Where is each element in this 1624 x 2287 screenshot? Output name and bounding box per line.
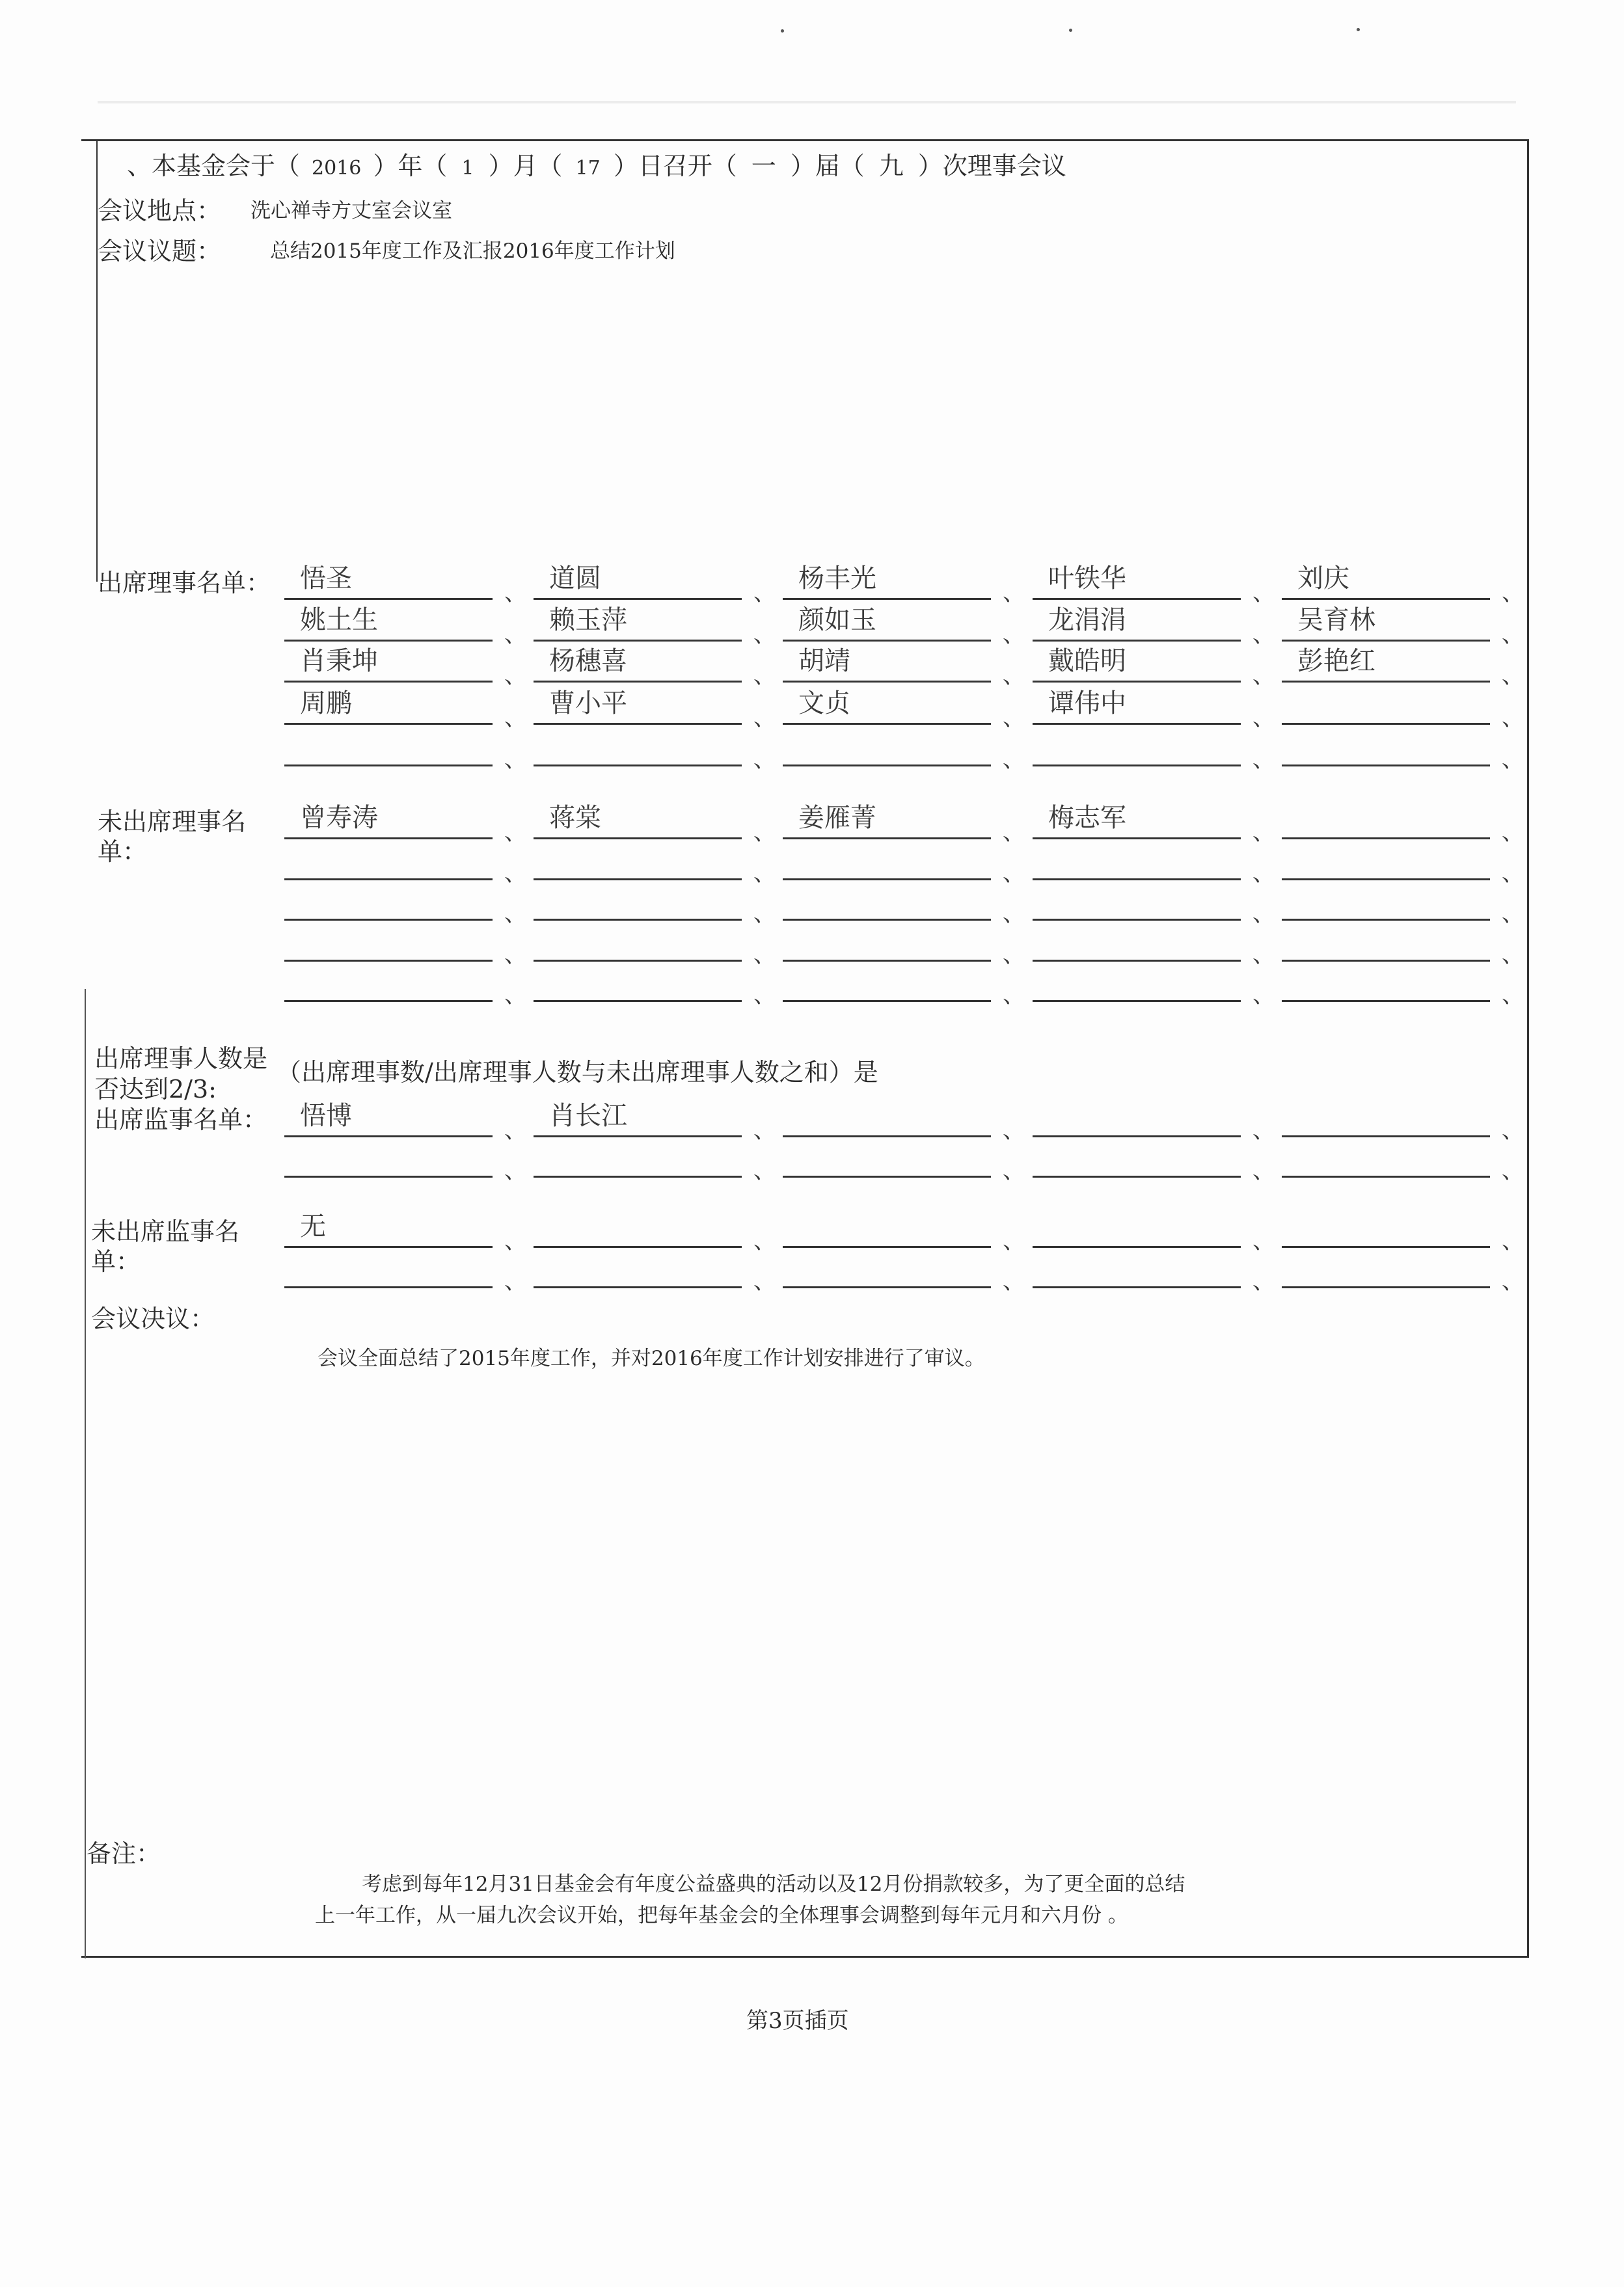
underline [1282, 1135, 1490, 1137]
separator: 、 [1003, 820, 1025, 846]
separator: 、 [1502, 1269, 1524, 1295]
name-entry [1033, 645, 1241, 683]
separator: 、 [1502, 1158, 1524, 1184]
name-entry [783, 802, 991, 839]
name-entry [783, 843, 991, 880]
underline [534, 1000, 742, 1002]
underline [534, 765, 742, 766]
underline [284, 1246, 493, 1248]
name-entry [284, 1210, 493, 1248]
separator: 、 [1003, 982, 1025, 1008]
underline [284, 837, 493, 839]
separator: 、 [1502, 861, 1524, 887]
remarks-label: 备注： [87, 1839, 161, 1868]
scan-dot [1357, 28, 1360, 31]
remarks-line-1: 考虑到每年12月31日基金会有年度公益盛典的活动以及12月份捐款较多，为了更全面的总结 [362, 1873, 1185, 1896]
name-entry [1282, 883, 1490, 921]
separator: 、 [1502, 1228, 1524, 1254]
name-entry [534, 645, 742, 683]
name-text: 胡靖 [798, 646, 850, 676]
underline [783, 878, 991, 880]
name-entry [1282, 924, 1490, 962]
separator: 、 [1003, 1269, 1025, 1295]
underline [534, 1286, 742, 1288]
underline [534, 878, 742, 880]
underline [1282, 765, 1490, 766]
separator: 、 [504, 820, 526, 846]
meeting-header [127, 146, 1066, 182]
name-entry [1033, 802, 1241, 839]
name-entry [783, 687, 991, 725]
absent-directors-label-2: 单： [98, 837, 148, 866]
name-entry [1282, 687, 1490, 725]
name-entry [284, 1140, 493, 1178]
name-text: 周鹏 [300, 688, 352, 718]
name-entry [1033, 843, 1241, 880]
separator: 、 [504, 1269, 526, 1295]
name-text: 道圆 [549, 563, 601, 593]
separator: 、 [504, 705, 526, 731]
name-entry [1033, 1100, 1241, 1137]
separator: 、 [1003, 861, 1025, 887]
name-text: 梅志军 [1048, 803, 1126, 833]
separator: 、 [1003, 1228, 1025, 1254]
name-entry [1033, 1251, 1241, 1288]
name-text: 赖玉萍 [549, 605, 627, 635]
absent-supervisors-label-1: 未出席监事名 [91, 1217, 240, 1246]
separator: 、 [504, 942, 526, 968]
underline [1033, 1286, 1241, 1288]
name-entry [1282, 562, 1490, 600]
underline [284, 765, 493, 766]
separator: 、 [1003, 1118, 1025, 1144]
name-entry [534, 1210, 742, 1248]
name-entry [284, 843, 493, 880]
separator: 、 [753, 942, 776, 968]
underline [783, 723, 991, 725]
name-text: 悟博 [300, 1101, 352, 1131]
separator: 、 [753, 580, 776, 606]
underline [284, 878, 493, 880]
underline [1033, 1246, 1241, 1248]
separator: 、 [504, 580, 526, 606]
name-text: 姜雁菁 [798, 803, 876, 833]
name-entry [1033, 604, 1241, 642]
underline [1282, 723, 1490, 725]
underline [284, 1000, 493, 1002]
separator: 、 [753, 747, 776, 773]
name-text: 肖秉坤 [300, 646, 378, 676]
name-text: 彭艳红 [1297, 646, 1375, 676]
name-entry [1282, 843, 1490, 880]
separator: 、 [1252, 705, 1275, 731]
name-entry [1033, 964, 1241, 1002]
attending-directors-label: 出席理事名单： [98, 569, 271, 597]
name-text: 龙涓涓 [1048, 605, 1126, 635]
topic-value: 总结2015年度工作及汇报2016年度工作计划 [270, 239, 675, 263]
name-text: 叶铁华 [1048, 563, 1126, 593]
separator: 、 [1252, 982, 1275, 1008]
form-frame [81, 139, 1529, 1958]
name-entry [1033, 687, 1241, 725]
header-text: ）年（ [373, 152, 448, 180]
underline [1033, 1135, 1241, 1137]
name-text: 蒋棠 [549, 803, 601, 833]
underline [534, 1246, 742, 1248]
resolution-text: 会议全面总结了2015年度工作，并对2016年度工作计划安排进行了审议。 [318, 1347, 985, 1370]
separator: 、 [1502, 901, 1524, 927]
separator: 、 [1252, 1269, 1275, 1295]
underline [534, 723, 742, 725]
name-text: 戴皓明 [1048, 646, 1126, 676]
name-entry [783, 729, 991, 766]
name-text: 刘庆 [1297, 563, 1349, 593]
underline [783, 919, 991, 921]
name-text: 吴育林 [1297, 605, 1375, 635]
underline [1282, 1176, 1490, 1178]
topic-label: 会议议题： [98, 237, 222, 265]
underline [1033, 960, 1241, 962]
name-entry [284, 924, 493, 962]
separator: 、 [1003, 663, 1025, 689]
separator: 、 [1502, 580, 1524, 606]
separator: 、 [1252, 820, 1275, 846]
underline [1282, 960, 1490, 962]
separator: 、 [504, 982, 526, 1008]
separator: 、 [1252, 861, 1275, 887]
name-entry [783, 1140, 991, 1178]
separator: 、 [1252, 1118, 1275, 1144]
name-entry [1282, 1210, 1490, 1248]
underline [284, 919, 493, 921]
scan-dot [1069, 29, 1072, 32]
name-entry [1282, 604, 1490, 642]
separator: 、 [504, 1228, 526, 1254]
name-entry [1033, 1140, 1241, 1178]
separator: 、 [1502, 747, 1524, 773]
separator: 、 [1003, 1158, 1025, 1184]
separator: 、 [504, 747, 526, 773]
quorum-label-2: 否达到2/3: [94, 1075, 217, 1103]
underline [534, 837, 742, 839]
name-text: 肖长江 [549, 1101, 627, 1131]
underline [284, 1286, 493, 1288]
underline [284, 723, 493, 725]
absent-supervisors-label-2: 单： [91, 1247, 141, 1276]
name-entry [1282, 802, 1490, 839]
name-entry [783, 883, 991, 921]
separator: 、 [1252, 580, 1275, 606]
separator: 、 [753, 820, 776, 846]
underline [1033, 1000, 1241, 1002]
scan-artifact-bar [98, 101, 1516, 103]
underline [534, 1176, 742, 1178]
separator: 、 [1502, 1118, 1524, 1144]
separator: 、 [753, 1269, 776, 1295]
name-entry [534, 964, 742, 1002]
separator: 、 [1252, 663, 1275, 689]
meeting-month: 1 [461, 157, 474, 180]
name-entry [534, 924, 742, 962]
name-entry [783, 964, 991, 1002]
name-entry [534, 1140, 742, 1178]
name-entry [284, 645, 493, 683]
underline [284, 960, 493, 962]
remarks-line-2: 上一年工作，从一届九次会议开始，把每年基金会的全体理事会调整到每年元月和六月份 。 [315, 1904, 1128, 1927]
name-text: 悟圣 [300, 563, 352, 593]
name-entry [284, 687, 493, 725]
underline [1033, 878, 1241, 880]
name-entry [783, 645, 991, 683]
underline [783, 765, 991, 766]
name-entry [534, 883, 742, 921]
separator: 、 [1502, 622, 1524, 648]
name-entry [284, 1100, 493, 1137]
name-entry [534, 562, 742, 600]
venue-value: 洗心禅寺方丈室会议室 [250, 199, 452, 223]
separator: 、 [1003, 622, 1025, 648]
name-entry [783, 562, 991, 600]
meeting-day: 17 [575, 157, 601, 180]
name-entry [1282, 729, 1490, 766]
separator: 、 [1003, 747, 1025, 773]
name-text: 姚土生 [300, 605, 378, 635]
separator: 、 [1252, 901, 1275, 927]
separator: 、 [753, 1158, 776, 1184]
name-entry [1033, 729, 1241, 766]
separator: 、 [753, 622, 776, 648]
quorum-label-1: 出席理事人数是 [94, 1044, 268, 1073]
name-text: 杨穗喜 [549, 646, 627, 676]
separator: 、 [504, 663, 526, 689]
separator: 、 [504, 901, 526, 927]
underline [1033, 1176, 1241, 1178]
separator: 、 [1502, 942, 1524, 968]
attending-supervisors-label: 出席监事名单： [94, 1105, 268, 1134]
underline [783, 1246, 991, 1248]
underline [534, 960, 742, 962]
venue-label: 会议地点： [98, 196, 222, 225]
separator: 、 [1003, 942, 1025, 968]
name-text: 无 [300, 1211, 326, 1241]
underline [1282, 681, 1490, 683]
separator: 、 [1003, 580, 1025, 606]
name-entry [284, 1251, 493, 1288]
separator: 、 [1502, 705, 1524, 731]
separator: 、 [753, 705, 776, 731]
name-entry [783, 1100, 991, 1137]
underline [1282, 878, 1490, 880]
name-entry [1033, 924, 1241, 962]
underline [783, 837, 991, 839]
underline [284, 1135, 493, 1137]
separator: 、 [753, 663, 776, 689]
scan-dot [781, 29, 784, 33]
separator: 、 [1252, 942, 1275, 968]
form-frame-left-edge-lower [85, 989, 86, 1958]
name-entry [1282, 1100, 1490, 1137]
separator: 、 [753, 1228, 776, 1254]
underline [1033, 723, 1241, 725]
name-text: 颜如玉 [798, 605, 876, 635]
separator: 、 [504, 861, 526, 887]
separator: 、 [1502, 663, 1524, 689]
meeting-count: 九 [878, 152, 904, 180]
name-entry [783, 1251, 991, 1288]
name-entry [534, 604, 742, 642]
separator: 、 [753, 982, 776, 1008]
name-text: 文贞 [798, 688, 850, 718]
header-text: ）月（ [488, 152, 563, 180]
underline [534, 919, 742, 921]
underline [783, 1135, 991, 1137]
name-text: 杨丰光 [798, 563, 876, 593]
name-entry [284, 604, 493, 642]
meeting-session: 一 [751, 152, 776, 180]
underline [783, 1286, 991, 1288]
name-entry [783, 1210, 991, 1248]
separator: 、 [1502, 982, 1524, 1008]
underline [1282, 919, 1490, 921]
name-text: 曹小平 [549, 688, 627, 718]
underline [1282, 1246, 1490, 1248]
name-entry [284, 883, 493, 921]
separator: 、 [1252, 622, 1275, 648]
underline [1033, 765, 1241, 766]
separator: 、 [1252, 1158, 1275, 1184]
resolution-label: 会议决议： [91, 1305, 215, 1333]
underline [534, 1135, 742, 1137]
separator: 、 [753, 861, 776, 887]
name-entry [783, 604, 991, 642]
absent-directors-label-1: 未出席理事名 [98, 807, 247, 836]
underline [1033, 837, 1241, 839]
underline [284, 1176, 493, 1178]
name-entry [534, 1251, 742, 1288]
meeting-year: 2016 [312, 157, 362, 180]
separator: 、 [1003, 705, 1025, 731]
underline [1282, 837, 1490, 839]
name-entry [1033, 883, 1241, 921]
name-entry [1033, 1210, 1241, 1248]
name-entry [534, 687, 742, 725]
name-entry [534, 729, 742, 766]
name-text: 曾寿涛 [300, 803, 378, 833]
name-entry [284, 562, 493, 600]
underline [783, 960, 991, 962]
underline [783, 1000, 991, 1002]
name-entry [1282, 1140, 1490, 1178]
separator: 、 [753, 1118, 776, 1144]
page-footer: 第3页插页 [746, 2008, 849, 2034]
separator: 、 [1502, 820, 1524, 846]
underline [783, 1176, 991, 1178]
separator: 、 [504, 1158, 526, 1184]
quorum-value: （出席理事数/出席理事人数与未出席理事人数之和）是 [277, 1058, 878, 1087]
underline [1282, 1000, 1490, 1002]
name-entry [1033, 562, 1241, 600]
separator: 、 [1003, 901, 1025, 927]
separator: 、 [1252, 747, 1275, 773]
name-entry [284, 729, 493, 766]
separator: 、 [1252, 1228, 1275, 1254]
underline [1033, 919, 1241, 921]
name-entry [284, 964, 493, 1002]
separator: 、 [504, 1118, 526, 1144]
header-text: ）日召开（ [613, 152, 737, 180]
name-entry [1282, 1251, 1490, 1288]
name-entry [1282, 964, 1490, 1002]
name-text: 谭伟中 [1048, 688, 1126, 718]
name-entry [534, 1100, 742, 1137]
name-entry [534, 802, 742, 839]
header-text: ）届（ [790, 152, 865, 180]
name-entry [534, 843, 742, 880]
name-entry [284, 802, 493, 839]
separator: 、 [504, 622, 526, 648]
header-text: 、本基金会于（ [127, 152, 301, 180]
name-entry [1282, 645, 1490, 683]
separator: 、 [753, 901, 776, 927]
header-text: ）次理事会议 [917, 152, 1066, 180]
name-entry [783, 924, 991, 962]
underline [1282, 1286, 1490, 1288]
